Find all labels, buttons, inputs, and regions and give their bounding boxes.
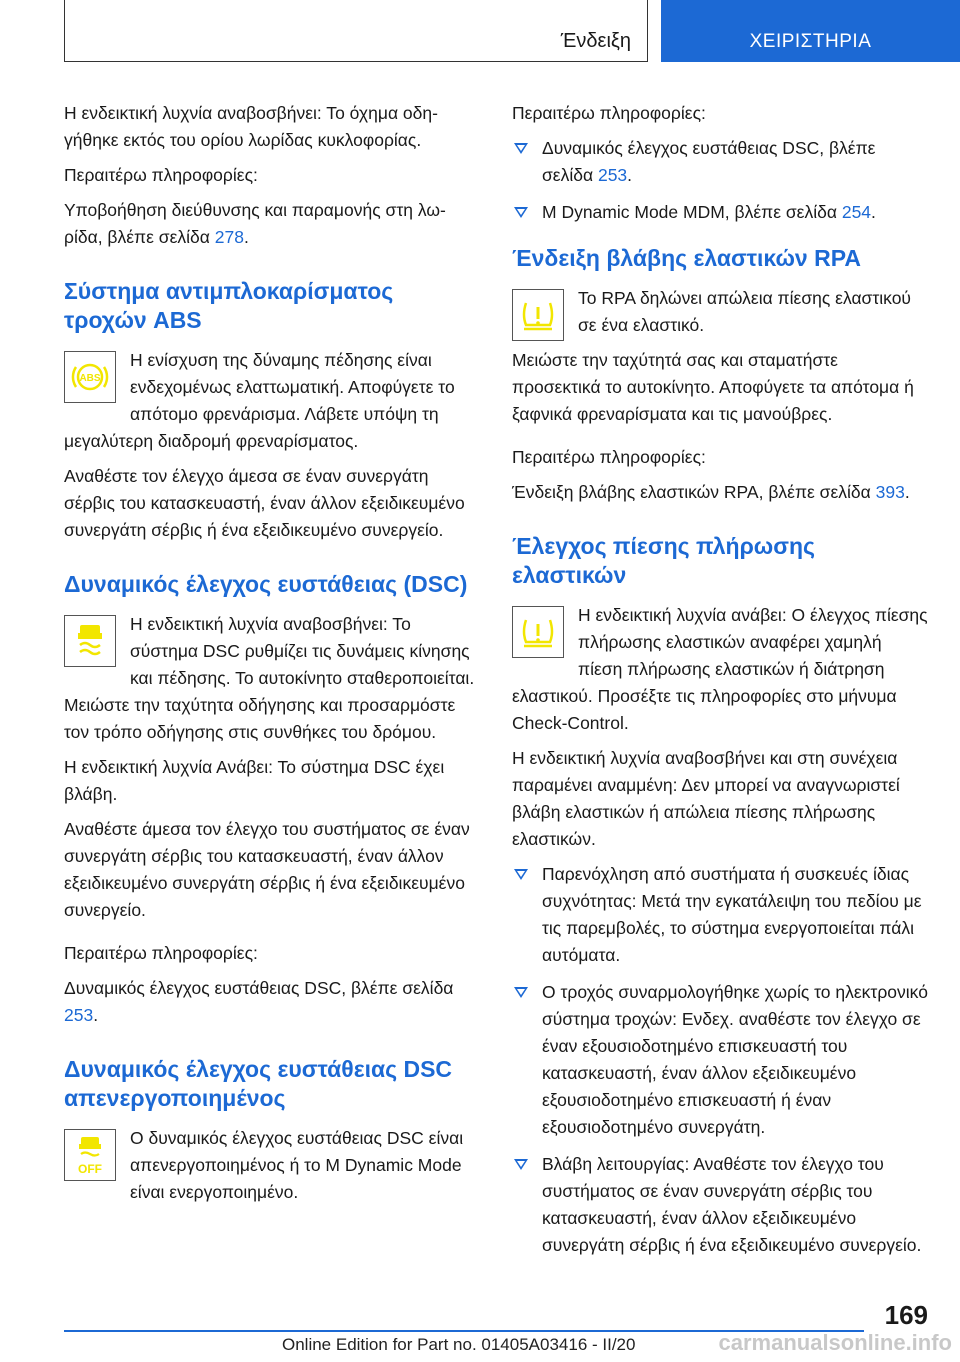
- paragraph: Ο δυναμικός έλεγχος ευστάθειας DSC είναι απενεργοποιημένος ή το M Dynamic Mode είναι ενεργοποιημένο.: [130, 1128, 464, 1202]
- off-icon-text: OFF: [78, 1162, 102, 1176]
- bullet-icon: [514, 207, 528, 218]
- tire-pressure-icon: [512, 606, 564, 658]
- left-column: [64, 100, 478, 1214]
- page-link[interactable]: 254: [841, 202, 872, 222]
- list-item: Ο τροχός συναρμολογήθηκε χωρίς το ηλεκτρονικό σύστημα τροχών: Ενδεχ. αναθέστε τον έλεγχο σε έναν εξουσιοδοτημένο επισκευαστή του κατασκευαστή, έναν άλλον εξειδικευμένο εξουσιοδοτημένο επισκευαστή ή έναν εξουσιοδοτημένο συνεργάτη.: [512, 979, 928, 1141]
- bullet-icon: [514, 869, 528, 880]
- paragraph: Η ενδεικτική λυχνία ανάβει: Ο έλεγχος πίεσης πλήρωσης ελαστικών αναφέρει χαμηλή πίεση πλήρωσης ελαστικών ή διάτρηση ελαστικού. Προσέξτε τις πληροφορίες στο μήνυμα Check-Control.: [512, 605, 928, 733]
- heading-rpa: Ένδειξη βλάβης ελαστικών RPA: [512, 245, 861, 271]
- paragraph: Δυναμικός έλεγχος ευστάθειας DSC, βλέπε σελίδα 253.: [64, 978, 454, 1025]
- right-column: [512, 100, 928, 1269]
- paragraph: Η ενδεικτική λυχνία αναβοσβήνει: Το σύστημα DSC ρυθμίζει τις δυνάμεις κίνησης και πέδησης. Το αυτοκίνητο σταθεροποιείται. Μειώστε την ταχύτητα οδήγησης και προσαρμόστε τον τρόπο οδήγησης στις συνθήκες του δρόμου.: [64, 614, 475, 742]
- page-link[interactable]: 278: [214, 227, 244, 247]
- abs-icon-text: ABS: [79, 373, 101, 384]
- paragraph: Αναθέστε άμεσα τον έλεγχο του συστήματος σε έναν συνεργάτη σέρβις του κατασκευαστή, έναν άλλον εξειδικευμένο συνεργάτη σέρβις ή ένα εξειδικευμένο συνεργείο.: [64, 819, 470, 920]
- paragraph: Το RPA δηλώνει απώλεια πίεσης ελαστικού σε ένα ελαστικό.: [578, 288, 911, 335]
- dsc-warning-icon: [64, 615, 116, 667]
- paragraph: Περαιτέρω πληροφορίες:: [512, 103, 706, 123]
- paragraph: Αναθέστε τον έλεγχο άμεσα σε έναν συνεργάτη σέρβις του κατασκευαστή, έναν άλλον εξειδικευμένο συνεργάτη σέρβις ή ένα εξειδικευμένο συνεργείο.: [64, 466, 465, 540]
- heading-abs: Σύστημα αντιμπλοκαρίσματος τροχών ABS: [64, 278, 394, 333]
- tire-warning-icon: [512, 289, 564, 341]
- header-frame: [64, 0, 648, 62]
- paragraph: Περαιτέρω πληροφορίες:: [64, 165, 258, 185]
- paragraph: Μειώστε την ταχύτητά σας και σταματήστε προσεκτικά το αυτοκίνητο. Αποφύγετε τα απότομα ή ξαφνικά φρεναρίσματα και τις μανούβρες.: [512, 350, 914, 424]
- paragraph: Η ενδεικτική λυχνία αναβοσβήνει: Το όχημα οδηγήθηκε εκτός του ορίου λωρίδας κυκλοφορίας.: [64, 103, 438, 150]
- tab-controls-label: ΧΕΙΡΙΣΤΗΡΙΑ: [749, 31, 872, 52]
- section-title: Ένδειξη: [560, 30, 631, 52]
- list-item: Δυναμικός έλεγχος ευστάθειας DSC, βλέπε σελίδα 253.: [512, 135, 928, 189]
- bullet-list: [512, 861, 928, 1259]
- page-link[interactable]: 253: [64, 1005, 94, 1025]
- heading-dsc-off: Δυναμικός έλεγχος ευστάθειας DSC απενεργοποιημένος: [64, 1056, 453, 1111]
- page-number: 169: [884, 1300, 928, 1330]
- bullet-list: [512, 135, 928, 226]
- edition-text: Online Edition for Part no. 01405A03416 - II/20: [282, 1335, 636, 1354]
- paragraph: Περαιτέρω πληροφορίες:: [64, 943, 258, 963]
- heading-dsc: Δυναμικός έλεγχος ευστάθειας (DSC): [64, 571, 468, 597]
- paragraph: Η ενδεικτική λυχνία αναβοσβήνει και στη συνέχεια παραμένει αναμμένη: Δεν μπορεί να αναγνωριστεί βλάβη ελαστικών ή απώλεια πίεσης πλήρωσης ελαστικών.: [512, 748, 900, 849]
- paragraph: Περαιτέρω πληροφορίες:: [512, 447, 706, 467]
- watermark: carmanualsonline.info: [718, 1330, 952, 1355]
- dsc-off-icon: [64, 1129, 116, 1181]
- paragraph: Η ενδεικτική λυχνία Ανάβει: Το σύστημα DSC έχει βλάβη.: [64, 757, 445, 804]
- tab-controls[interactable]: [661, 0, 960, 62]
- paragraph: Η ενίσχυση της δύναμης πέδησης είναι ενδεχομένως ελαττωματική. Αποφύγετε το απότομο φρενάρισμα. Λάβετε υπόψη τη μεγαλύτερη διαδρομή φρεναρίσματος.: [64, 350, 455, 451]
- bullet-icon: [514, 1159, 528, 1170]
- paragraph: Ένδειξη βλάβης ελαστικών RPA, βλέπε σελίδα 393.: [512, 482, 910, 502]
- abs-warning-icon: [64, 351, 116, 403]
- list-item: Βλάβη λειτουργίας: Αναθέστε τον έλεγχο του συστήματος σε έναν συνεργάτη σέρβις του κατασκευαστή, έναν άλλον εξειδικευμένο συνεργάτη σέρβις ή ένα εξειδικευμένο συνεργείο.: [512, 1151, 928, 1259]
- page-link[interactable]: 253: [597, 165, 628, 185]
- paragraph: Υποβοήθηση διεύθυνσης και παραμονής στη λωρίδα, βλέπε σελίδα 278.: [64, 200, 446, 247]
- heading-tpc: Έλεγχος πίεσης πλήρωσης ελαστικών: [512, 533, 815, 588]
- bullet-icon: [514, 987, 528, 998]
- list-item: Παρενόχληση από συστήματα ή συσκευές ίδιας συχνότητας: Μετά την εγκατάλειψη του πεδίου με τις παρεμβολές, το σύστημα ενεργοποιείται πάλι αυτόματα.: [512, 861, 928, 969]
- list-item: M Dynamic Mode MDM, βλέπε σελίδα 254.: [512, 199, 928, 226]
- page-link[interactable]: 393: [875, 482, 905, 502]
- bullet-icon: [514, 143, 528, 154]
